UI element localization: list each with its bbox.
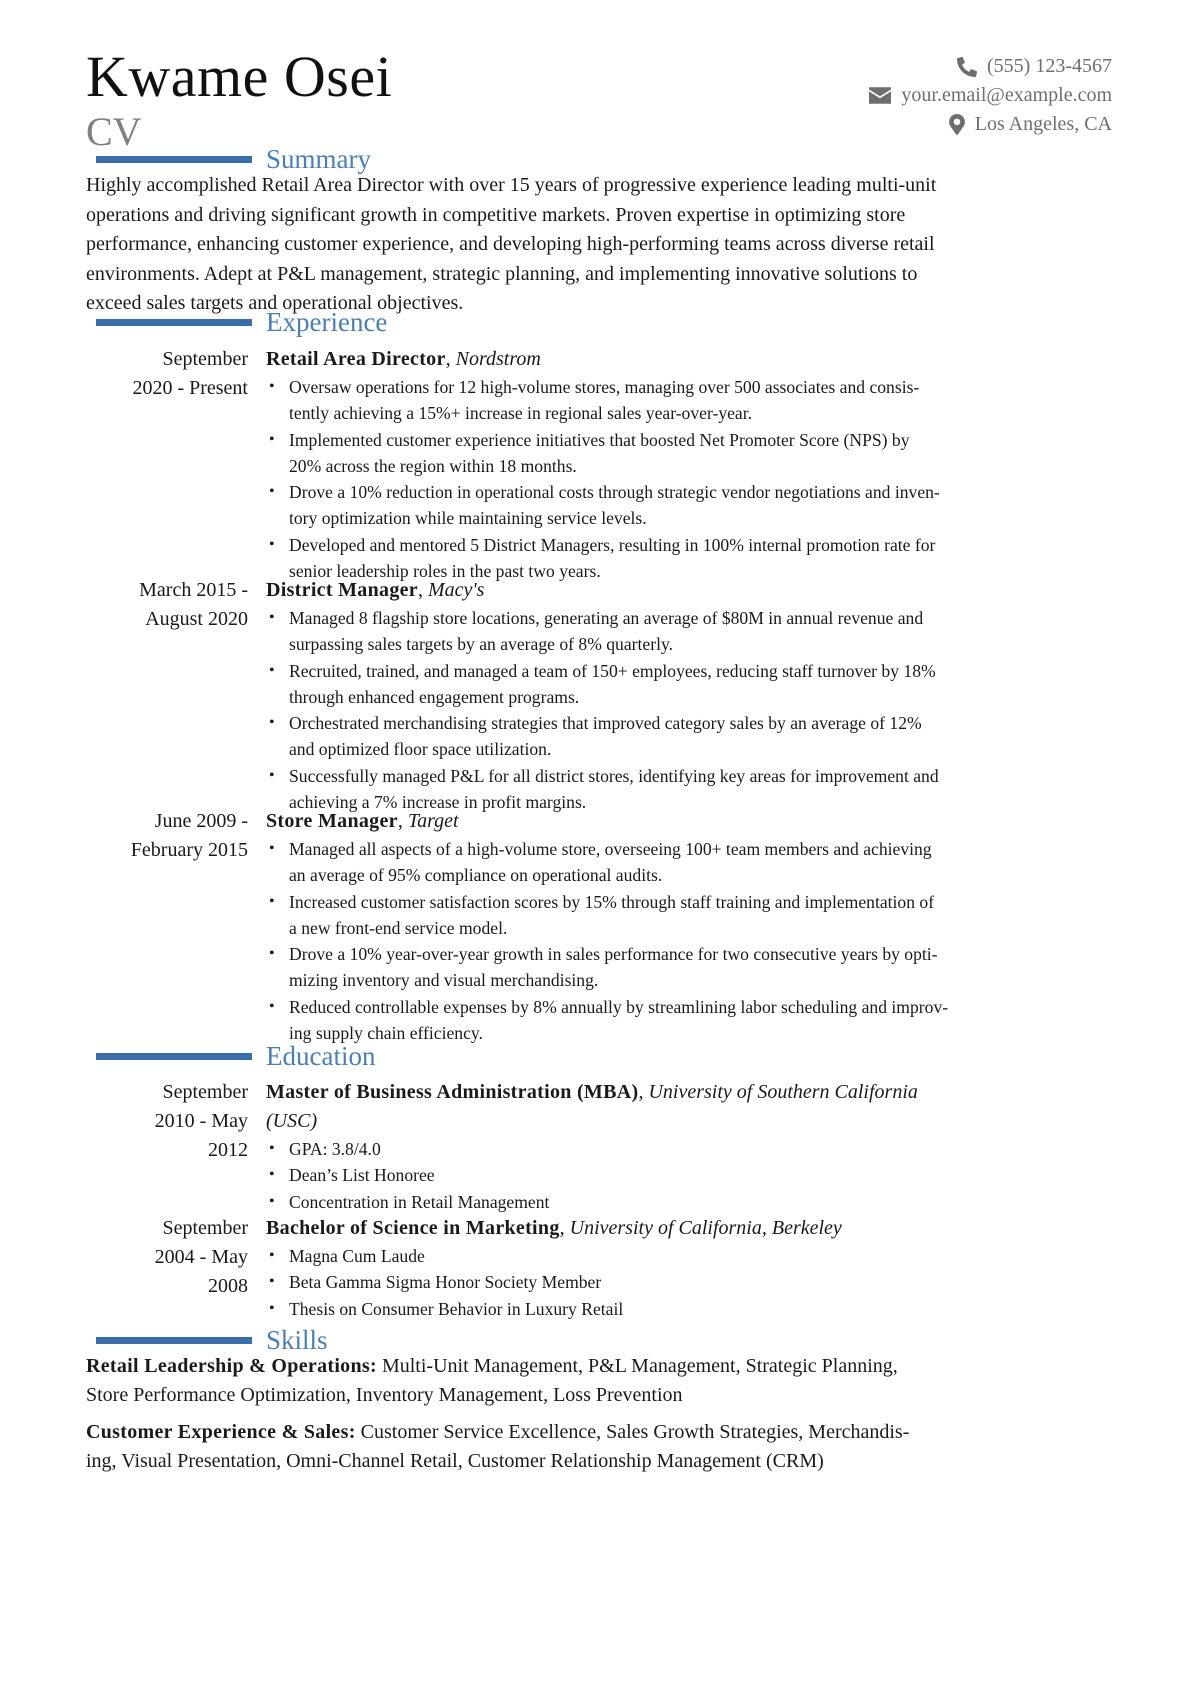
skill-list-cont: Store Performance Optimization, Inventory Management, Loss Prevention bbox=[86, 1384, 683, 1406]
company-name: Target bbox=[407, 810, 459, 832]
bullet-item: • GPA: 3.8/4.0 bbox=[266, 1136, 1176, 1162]
skill-group bbox=[86, 1418, 1112, 1476]
entry-heading: District Manager, Macy's bbox=[266, 579, 485, 601]
candidate-name: Kwame Osei bbox=[86, 44, 393, 109]
contact-phone bbox=[869, 52, 1112, 81]
bullet-list bbox=[266, 605, 1176, 815]
bullet-item: • Orchestrated merchandising strategies that improved category sales by an average of 12% and optimized floor space utilization. bbox=[266, 710, 1176, 763]
bullet-item: • Drove a 10% reduction in operational costs through strategic vendor negotiations and inven- tory optimization while maintaining service levels. bbox=[266, 479, 1176, 532]
summary-line: environments. Adept at P&L management, strategic planning, and implementing innovative solutions to bbox=[86, 262, 918, 285]
bullet-list bbox=[266, 374, 1176, 584]
map-marker-icon bbox=[949, 114, 965, 135]
bullet-item: • Thesis on Consumer Behavior in Luxury Retail bbox=[266, 1296, 1176, 1322]
bullet-item: • Drove a 10% year-over-year growth in sales performance for two consecutive years by opti- mizing inventory and visual merchandising. bbox=[266, 941, 1176, 994]
job-title: Retail Area Director bbox=[266, 348, 446, 370]
entry-date: September 2010 - May 2012 bbox=[154, 1081, 248, 1161]
summary-line: operations and driving significant growth in competitive markets. Proven expertise in optimizing store bbox=[86, 203, 906, 226]
document-subtitle: CV bbox=[86, 109, 142, 154]
bullet-item: • Dean’s List Honoree bbox=[266, 1162, 1176, 1188]
email-address[interactable]: your.email@example.com bbox=[901, 84, 1112, 106]
section-title-skills: Skills bbox=[266, 1325, 328, 1355]
bullet-item: • Successfully managed P&L for all district stores, identifying key areas for improvement and achieving a 7% increase in profit margins. bbox=[266, 763, 1176, 816]
job-title: Store Manager bbox=[266, 810, 398, 832]
bullet-item: • Increased customer satisfaction scores by 15% through staff training and implementation of a new front-end service model. bbox=[266, 889, 1176, 942]
bullet-item: • Managed all aspects of a high-volume store, overseeing 100+ team members and achieving an average of 95% compliance on operational audits. bbox=[266, 836, 1176, 889]
contact-email bbox=[869, 81, 1112, 110]
bullet-list bbox=[266, 1136, 1176, 1215]
entry-date: September 2020 - Present bbox=[132, 348, 248, 399]
bullet-item: • Oversaw operations for 12 high-volume stores, managing over 500 associates and consis- tently achieving a 15%+ increase in regional sales year-over-year. bbox=[266, 374, 1176, 427]
entry-body bbox=[266, 1078, 1176, 1215]
contact-location bbox=[869, 110, 1112, 139]
section-title-experience: Experience bbox=[266, 307, 388, 337]
skill-group bbox=[86, 1352, 1112, 1410]
contact-block bbox=[869, 52, 1112, 139]
entry-heading-cont bbox=[266, 1107, 1176, 1136]
degree-name: Bachelor of Science in Marketing bbox=[266, 1217, 560, 1239]
bullet-item: • Beta Gamma Sigma Honor Society Member bbox=[266, 1269, 1176, 1295]
envelope-icon bbox=[869, 87, 891, 104]
location-text: Los Angeles, CA bbox=[974, 113, 1112, 135]
skill-group-label: Customer Experience & Sales: bbox=[86, 1421, 356, 1443]
summary-line: Highly accomplished Retail Area Director with over 15 years of progressive experience leading multi-unit bbox=[86, 174, 937, 196]
entry-date: March 2015 - August 2020 bbox=[139, 579, 248, 630]
section-header-education bbox=[86, 1040, 1112, 1072]
section-accent-bar bbox=[96, 156, 252, 163]
phone-icon bbox=[957, 57, 977, 77]
entry-body bbox=[266, 807, 1176, 1046]
summary-text bbox=[86, 171, 1112, 319]
entry-date: September 2004 - May 2008 bbox=[154, 1217, 248, 1297]
bullet-list bbox=[266, 836, 1176, 1046]
skill-group-label: Retail Leadership & Operations: bbox=[86, 1355, 377, 1377]
section-accent-bar bbox=[96, 319, 252, 326]
entry-heading: Master of Business Administration (MBA), University of Southern California bbox=[266, 1081, 918, 1103]
section-title-education: Education bbox=[266, 1041, 376, 1071]
company-name: Macy's bbox=[427, 579, 485, 601]
school-name: University of California, Berkeley bbox=[569, 1217, 842, 1239]
school-name: University of Southern California bbox=[648, 1081, 918, 1103]
job-title: District Manager bbox=[266, 579, 418, 601]
skill-list: Customer Service Excellence, Sales Growth Strategies, Merchandis- bbox=[355, 1421, 910, 1443]
section-accent-bar bbox=[96, 1337, 252, 1344]
entry-body bbox=[266, 1214, 1176, 1322]
bullet-item: • Magna Cum Laude bbox=[266, 1243, 1176, 1269]
phone-number[interactable]: (555) 123-4567 bbox=[987, 55, 1112, 77]
company-name: Nordstrom bbox=[455, 348, 541, 370]
bullet-item: • Recruited, trained, and managed a team of 150+ employees, reducing staff turnover by 18% through enhanced engagement programs. bbox=[266, 658, 1176, 711]
school-name-cont: (USC) bbox=[266, 1110, 318, 1132]
bullet-item: • Concentration in Retail Management bbox=[266, 1189, 1176, 1215]
skill-list: Multi-Unit Management, P&L Management, Strategic Planning, bbox=[376, 1355, 898, 1377]
summary-line: performance, enhancing customer experience, and developing high-performing teams across diverse retail bbox=[86, 233, 935, 255]
bullet-item: • Implemented customer experience initiatives that boosted Net Promoter Score (NPS) by 20% across the region within 18 months. bbox=[266, 427, 1176, 480]
bullet-item: • Managed 8 flagship store locations, generating an average of $80M in annual revenue and surpassing sales targets by an average of 8% quarterly. bbox=[266, 605, 1176, 658]
entry-heading: Store Manager, Target bbox=[266, 810, 459, 832]
bullet-item: • Developed and mentored 5 District Managers, resulting in 100% internal promotion rate for senior leadership roles in the past two years. bbox=[266, 532, 1176, 585]
degree-name: Master of Business Administration (MBA) bbox=[266, 1081, 639, 1103]
entry-date: June 2009 - February 2015 bbox=[130, 810, 248, 861]
entry-heading: Bachelor of Science in Marketing, University of California, Berkeley bbox=[266, 1217, 842, 1239]
section-title-summary: Summary bbox=[266, 144, 371, 174]
entry-heading: Retail Area Director, Nordstrom bbox=[266, 348, 541, 370]
entry-body bbox=[266, 345, 1176, 584]
bullet-item: • Reduced controllable expenses by 8% annually by streamlining labor scheduling and improv- ing supply chain efficiency. bbox=[266, 994, 1176, 1047]
summary-line: exceed sales targets and operational objectives. bbox=[86, 292, 464, 314]
entry-body bbox=[266, 576, 1176, 815]
section-accent-bar bbox=[96, 1053, 252, 1060]
skill-list-cont: ing, Visual Presentation, Omni-Channel Retail, Customer Relationship Management (CRM) bbox=[86, 1450, 824, 1472]
bullet-list bbox=[266, 1243, 1176, 1322]
section-header-experience bbox=[86, 306, 1112, 338]
